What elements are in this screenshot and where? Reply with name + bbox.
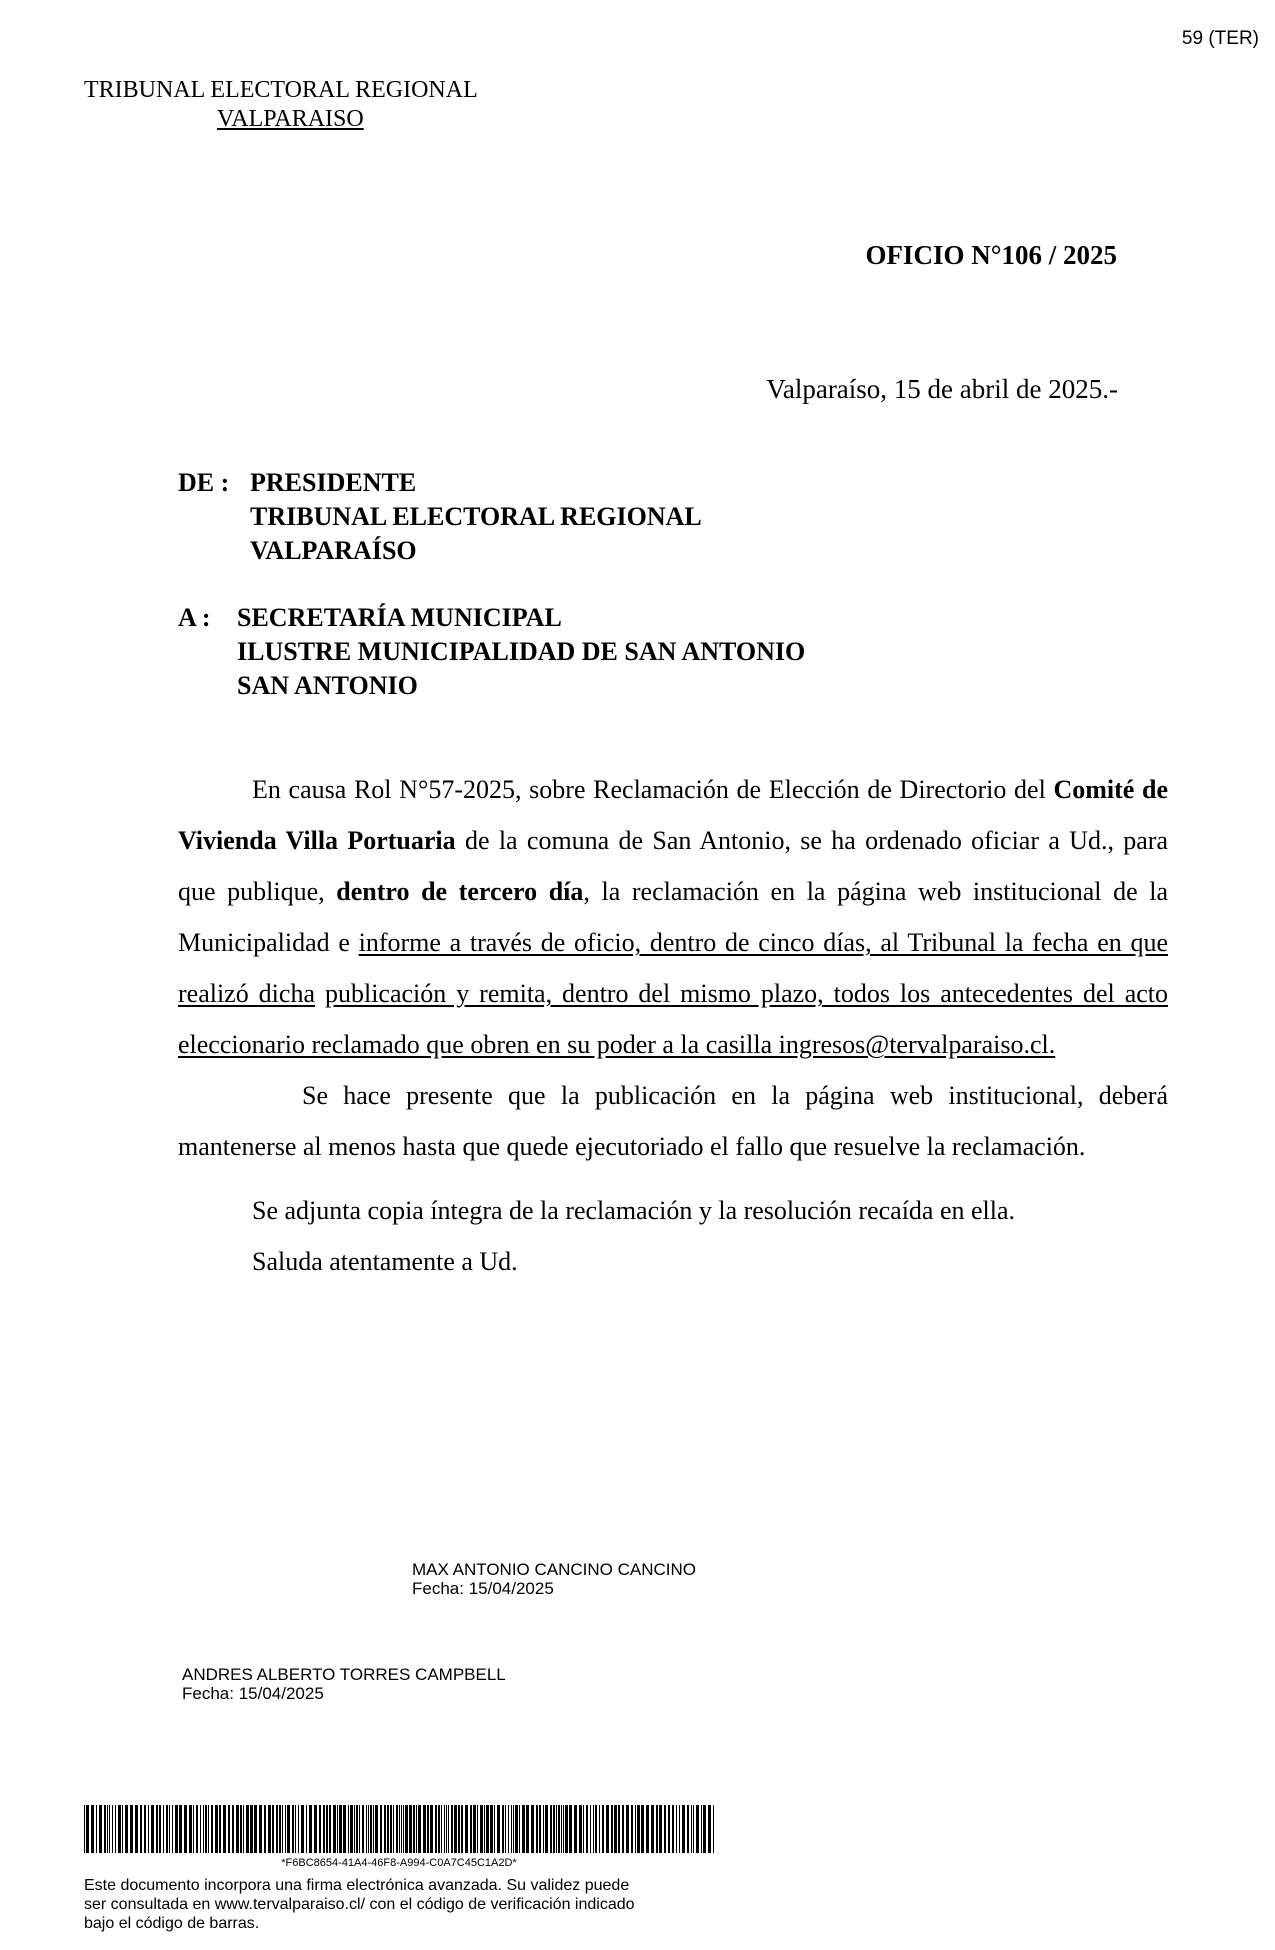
barcode-bar bbox=[196, 1805, 198, 1853]
barcode-bar bbox=[109, 1805, 110, 1853]
barcode-bar bbox=[246, 1805, 249, 1853]
body-paragraph-3: Se adjunta copia íntegra de la reclamación y la resolución recaída en ella. bbox=[252, 1196, 1016, 1225]
barcode-bar bbox=[579, 1805, 582, 1853]
barcode-bar bbox=[144, 1805, 146, 1853]
barcode-bar bbox=[480, 1805, 483, 1853]
barcode-bar bbox=[91, 1805, 94, 1853]
barcode-bar bbox=[279, 1805, 281, 1853]
barcode-bar bbox=[236, 1805, 239, 1853]
barcode-bar bbox=[259, 1805, 262, 1853]
barcode-bar bbox=[232, 1805, 234, 1853]
barcode-bar bbox=[672, 1805, 674, 1853]
barcode-bar bbox=[163, 1805, 164, 1853]
barcode-bar bbox=[287, 1805, 290, 1853]
recipient-label: A : bbox=[178, 603, 211, 632]
barcode-bar bbox=[618, 1805, 620, 1853]
barcode-bar bbox=[301, 1805, 304, 1853]
barcode-bar bbox=[112, 1805, 113, 1853]
barcode-bar bbox=[550, 1805, 552, 1853]
barcode-bar bbox=[561, 1805, 562, 1853]
barcode-bar bbox=[423, 1805, 426, 1853]
barcode-bar bbox=[306, 1805, 307, 1853]
barcode-bar bbox=[179, 1805, 182, 1853]
barcode-bar bbox=[637, 1805, 640, 1853]
barcode-bar bbox=[148, 1805, 149, 1853]
barcode-bar bbox=[635, 1805, 636, 1853]
barcode-bar bbox=[375, 1805, 378, 1853]
barcode-bar bbox=[409, 1805, 412, 1853]
committee-name: Comité de Vivienda Villa Portuaria bbox=[178, 775, 1169, 855]
document-number: OFICIO N°106 / 2025 bbox=[865, 240, 1117, 270]
barcode-bar bbox=[486, 1805, 489, 1853]
barcode-bar bbox=[169, 1805, 170, 1853]
barcode-bar bbox=[276, 1805, 278, 1853]
barcode-bar bbox=[490, 1805, 493, 1853]
barcode-bar bbox=[494, 1805, 495, 1853]
barcode-bar bbox=[497, 1805, 500, 1853]
barcode-bar bbox=[641, 1805, 644, 1853]
barcode-bar bbox=[189, 1805, 192, 1853]
verification-notice: Este documento incorpora una firma electrónica avanzada. Su validez puede ser consultada en www.tervalparaiso.cl/ con el código de verificación indicado bajo el código de barras. bbox=[84, 1877, 635, 1932]
org-name: TRIBUNAL ELECTORAL REGIONAL bbox=[84, 77, 478, 103]
barcode-bar bbox=[614, 1805, 617, 1853]
barcode-bar bbox=[211, 1805, 213, 1853]
barcode-bar bbox=[536, 1805, 538, 1853]
barcode-bar bbox=[676, 1805, 677, 1853]
barcode-bar bbox=[156, 1805, 158, 1853]
recipient-title: SECRETARÍA MUNICIPAL bbox=[237, 603, 562, 632]
issuing-organization bbox=[84, 76, 478, 134]
barcode-bar bbox=[446, 1805, 447, 1853]
barcode-bar bbox=[135, 1805, 138, 1853]
barcode-bar bbox=[151, 1805, 154, 1853]
barcode-bar bbox=[522, 1805, 525, 1853]
barcode-bar bbox=[99, 1805, 102, 1853]
signer-name: ANDRES ALBERTO TORRES CAMPBELL bbox=[182, 1665, 506, 1684]
barcode-bar bbox=[413, 1805, 415, 1853]
org-city: VALPARAISO bbox=[217, 106, 364, 132]
barcode-bar bbox=[205, 1805, 207, 1853]
signature-2 bbox=[182, 1665, 506, 1703]
sender-title: PRESIDENTE bbox=[250, 468, 417, 497]
barcode-bar bbox=[473, 1805, 476, 1853]
barcode-bar bbox=[401, 1805, 402, 1853]
barcode-bar bbox=[219, 1805, 221, 1853]
barcode-bar bbox=[396, 1805, 398, 1853]
barcode-bar bbox=[484, 1805, 485, 1853]
page-number: 59 (TER) bbox=[1181, 28, 1259, 49]
barcode-bar bbox=[84, 1805, 85, 1853]
barcode-bar bbox=[309, 1805, 312, 1853]
barcode-bar bbox=[405, 1805, 408, 1853]
barcode-bar bbox=[86, 1805, 89, 1853]
barcode-bar bbox=[368, 1805, 369, 1853]
barcode-bar bbox=[356, 1805, 358, 1853]
barcode-bar bbox=[465, 1805, 468, 1853]
barcode-bar bbox=[438, 1805, 440, 1853]
barcode-bar bbox=[586, 1805, 588, 1853]
barcode-bar bbox=[693, 1805, 694, 1853]
barcode-bar bbox=[380, 1805, 382, 1853]
sender-label: DE : bbox=[178, 468, 230, 497]
recipient-city: SAN ANTONIO bbox=[237, 671, 418, 700]
underlined-instruction-2: publicación y remita, dentro del mismo plazo, todos los antecedentes del acto bbox=[324, 979, 1169, 1008]
barcode-bar bbox=[140, 1805, 142, 1853]
barcode-bar bbox=[350, 1805, 353, 1853]
barcode-bar bbox=[292, 1805, 294, 1853]
barcode-bar bbox=[282, 1805, 283, 1853]
sender-city: VALPARAÍSO bbox=[250, 536, 417, 565]
barcode-bar bbox=[448, 1805, 449, 1853]
barcode-bar bbox=[254, 1805, 257, 1853]
barcode-bar bbox=[458, 1805, 460, 1853]
barcode-bar bbox=[513, 1805, 514, 1853]
barcode-bar bbox=[130, 1805, 133, 1853]
barcode-bar bbox=[329, 1805, 331, 1853]
barcode-bar bbox=[599, 1805, 600, 1853]
barcode-bar bbox=[622, 1805, 624, 1853]
recipient-block bbox=[178, 601, 805, 703]
barcode-bar bbox=[708, 1805, 711, 1853]
barcode-bar bbox=[631, 1805, 633, 1853]
barcode-bar bbox=[569, 1805, 572, 1853]
barcode-bar bbox=[339, 1805, 342, 1853]
barcode-bar bbox=[223, 1805, 226, 1853]
barcode-bar bbox=[285, 1805, 286, 1853]
barcode-bar bbox=[390, 1805, 392, 1853]
signature-date: Fecha: 15/04/2025 bbox=[412, 1579, 554, 1598]
barcode-bar bbox=[595, 1805, 597, 1853]
barcode-bar bbox=[314, 1805, 317, 1853]
barcode-bar bbox=[556, 1805, 557, 1853]
barcode-bar bbox=[470, 1805, 472, 1853]
barcode-bar bbox=[583, 1805, 584, 1853]
barcode-bar bbox=[387, 1805, 389, 1853]
barcode-bar bbox=[159, 1805, 161, 1853]
barcode-bar bbox=[193, 1805, 194, 1853]
barcode-bar bbox=[563, 1805, 564, 1853]
barcode-bar bbox=[590, 1805, 591, 1853]
barcode-bar bbox=[703, 1805, 706, 1853]
barcode-bar bbox=[611, 1805, 613, 1853]
barcode-bar bbox=[553, 1805, 555, 1853]
barcode-bar bbox=[687, 1805, 689, 1853]
body-paragraph-1: En causa Rol N°57-2025, sobre Reclamación de Elección de Directorio del Comité de Vivienda Villa Portuaria de la comuna de San Antonio, se ha ordenado oficiar a Ud., para que publique, dentro de tercero día, la reclamación en la página web institucional de la Municipalidad e informe a través de oficio, dentro de cinco días, al Tribunal la fecha en que realizó dicha publicación y remita, dentro del mismo plazo, todos los antecedentes del acto eleccionario reclamado que obren en su poder a la casilla ingresos@tervalparaiso.cl. bbox=[178, 775, 1169, 1059]
barcode-bar bbox=[337, 1805, 338, 1853]
barcode-bar bbox=[451, 1805, 453, 1853]
barcode-bar bbox=[656, 1805, 658, 1853]
barcode-bar bbox=[295, 1805, 296, 1853]
barcode-bar bbox=[366, 1805, 367, 1853]
barcode-bar bbox=[659, 1805, 662, 1853]
barcode-bar bbox=[519, 1805, 520, 1853]
barcode-bar bbox=[166, 1805, 168, 1853]
barcode-bar bbox=[679, 1805, 680, 1853]
barcode-bar bbox=[696, 1805, 699, 1853]
barcode-bar bbox=[646, 1805, 649, 1853]
barcode-bar bbox=[175, 1805, 178, 1853]
barcode-bar bbox=[104, 1805, 106, 1853]
barcode-bar bbox=[444, 1805, 445, 1853]
barcode-bar bbox=[565, 1805, 568, 1853]
barcode-bar bbox=[515, 1805, 518, 1853]
barcode-bar bbox=[240, 1805, 242, 1853]
underlined-instruction-3: eleccionario reclamado que obren en su poder a la casilla ingresos@tervalparaiso.cl. bbox=[178, 1030, 1056, 1059]
barcode-bar bbox=[200, 1805, 201, 1853]
barcode-bar bbox=[250, 1805, 253, 1853]
barcode-bar bbox=[558, 1805, 560, 1853]
verification-barcode bbox=[84, 1805, 714, 1853]
signer-name: MAX ANTONIO CANCINO CANCINO bbox=[412, 1560, 696, 1579]
barcode-bar bbox=[184, 1805, 187, 1853]
barcode-bar bbox=[326, 1805, 328, 1853]
barcode-bar bbox=[393, 1805, 394, 1853]
barcode-bar bbox=[264, 1805, 266, 1853]
barcode-bar bbox=[333, 1805, 336, 1853]
letter-body bbox=[178, 764, 1168, 1287]
barcode-bar bbox=[399, 1805, 400, 1853]
barcode-bar bbox=[354, 1805, 355, 1853]
barcode-code: *F6BC8654-41A4-46F8-A994-C0A7C45C1A2D* bbox=[281, 1857, 517, 1869]
body-paragraph-2: Se hace presente que la publicación en la página web institucional, deberá mantenerse al menos hasta que quede ejecutoriado el fallo que resuelve la reclamación. bbox=[178, 1081, 1168, 1161]
barcode-bar bbox=[574, 1805, 577, 1853]
barcode-bar bbox=[441, 1805, 442, 1853]
barcode-bar bbox=[701, 1805, 702, 1853]
barcode-bar bbox=[107, 1805, 108, 1853]
barcode-bar bbox=[626, 1805, 629, 1853]
sender-institution: TRIBUNAL ELECTORAL REGIONAL bbox=[250, 502, 702, 531]
barcode-bar bbox=[461, 1805, 463, 1853]
barcode-bar bbox=[122, 1805, 123, 1853]
barcode-bar bbox=[664, 1805, 666, 1853]
barcode-bar bbox=[384, 1805, 386, 1853]
barcode-bar bbox=[606, 1805, 609, 1853]
barcode-bar bbox=[362, 1805, 364, 1853]
barcode-bar bbox=[454, 1805, 457, 1853]
barcode-bar bbox=[370, 1805, 372, 1853]
barcode-bar bbox=[323, 1805, 325, 1853]
signature-date: Fecha: 15/04/2025 bbox=[182, 1684, 324, 1703]
barcode-bar bbox=[359, 1805, 360, 1853]
barcode-bar bbox=[268, 1805, 271, 1853]
barcode-bar bbox=[172, 1805, 173, 1853]
barcode-bar bbox=[526, 1805, 529, 1853]
barcode-bar bbox=[416, 1805, 417, 1853]
barcode-bar bbox=[602, 1805, 604, 1853]
closing-salutation: Saluda atentamente a Ud. bbox=[252, 1247, 518, 1276]
barcode-bar bbox=[243, 1805, 244, 1853]
barcode-bar bbox=[319, 1805, 321, 1853]
barcode-bar bbox=[593, 1805, 594, 1853]
barcode-bar bbox=[505, 1805, 506, 1853]
barcode-bar bbox=[435, 1805, 437, 1853]
document-date: Valparaíso, 15 de abril de 2025.- bbox=[766, 374, 1118, 404]
barcode-bar bbox=[668, 1805, 670, 1853]
recipient-institution: ILUSTRE MUNICIPALIDAD DE SAN ANTONIO bbox=[237, 637, 806, 666]
barcode-bar bbox=[682, 1805, 685, 1853]
barcode-bar bbox=[373, 1805, 374, 1853]
barcode-bar bbox=[418, 1805, 421, 1853]
barcode-bar bbox=[511, 1805, 512, 1853]
barcode-bar bbox=[427, 1805, 429, 1853]
barcode-bar bbox=[125, 1805, 128, 1853]
barcode-bar bbox=[208, 1805, 209, 1853]
barcode-bar bbox=[477, 1805, 478, 1853]
barcode-bar bbox=[543, 1805, 544, 1853]
barcode-bar bbox=[502, 1805, 504, 1853]
barcode-bar bbox=[348, 1805, 349, 1853]
barcode-bar bbox=[203, 1805, 204, 1853]
barcode-bar bbox=[713, 1805, 714, 1853]
barcode-bar bbox=[228, 1805, 230, 1853]
barcode-bar bbox=[96, 1805, 97, 1853]
deadline-phrase: dentro de tercero día bbox=[336, 877, 584, 906]
barcode-bar bbox=[539, 1805, 541, 1853]
barcode-bar bbox=[531, 1805, 534, 1853]
barcode-bar bbox=[298, 1805, 299, 1853]
signature-1 bbox=[412, 1560, 696, 1598]
barcode-bar bbox=[651, 1805, 654, 1853]
barcode-bar bbox=[215, 1805, 218, 1853]
barcode-bar bbox=[115, 1805, 116, 1853]
barcode-bar bbox=[545, 1805, 548, 1853]
barcode-bar bbox=[691, 1805, 692, 1853]
barcode-bar bbox=[272, 1805, 274, 1853]
barcode-bar bbox=[403, 1805, 404, 1853]
barcode-bar bbox=[508, 1805, 509, 1853]
barcode-bar bbox=[343, 1805, 346, 1853]
sender-block bbox=[178, 466, 702, 568]
barcode-bar bbox=[430, 1805, 433, 1853]
underlined-instruction-1: informe a través de oficio, dentro de cinco días, al Tribunal la fecha en que realizó dicha bbox=[178, 928, 1168, 1008]
barcode-bar bbox=[118, 1805, 121, 1853]
